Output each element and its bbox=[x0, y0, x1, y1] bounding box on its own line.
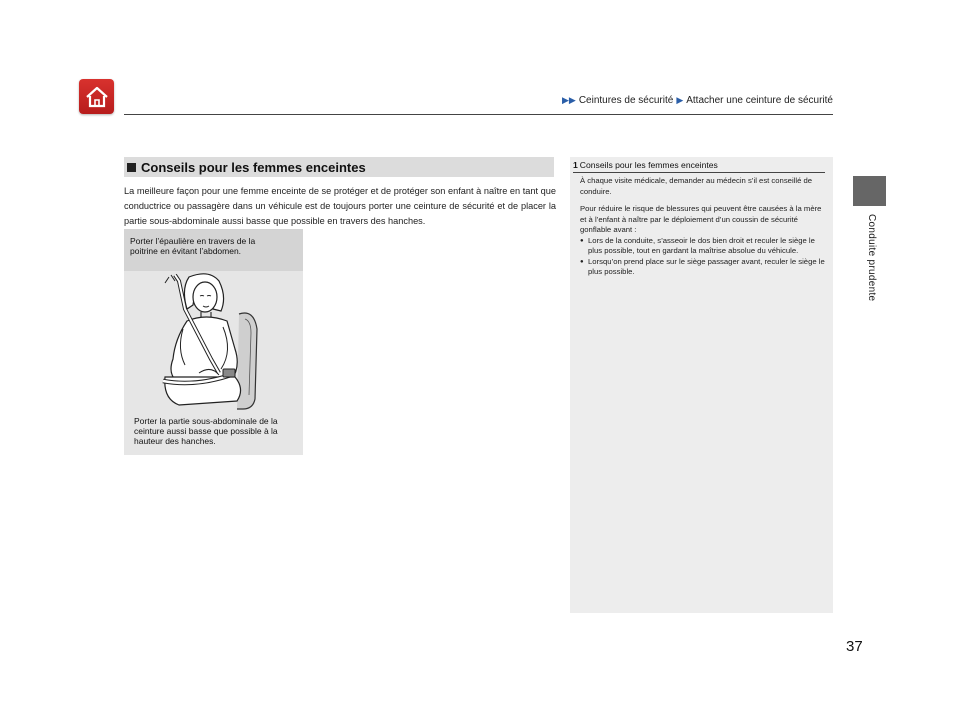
note-body bbox=[580, 176, 825, 278]
chevron-right-icon: ▶▶ bbox=[561, 95, 576, 105]
note-divider bbox=[573, 172, 825, 173]
breadcrumb-item-fastening[interactable]: Attacher une ceinture de sécurité bbox=[686, 95, 833, 106]
list-item: ● Lorsqu’on prend place sur le siège passager avant, reculer le siège le plus possible. bbox=[580, 257, 825, 278]
breadcrumb bbox=[562, 95, 833, 106]
note-header bbox=[573, 160, 718, 170]
note-paragraph-1: À chaque visite médicale, demander au médecin s’il est conseillé de conduire. bbox=[580, 176, 813, 196]
note-marker: 1 bbox=[573, 160, 578, 170]
chapter-tab-label: Conduite prudente bbox=[866, 214, 877, 302]
section-header bbox=[124, 157, 554, 177]
header-divider bbox=[124, 114, 833, 115]
breadcrumb-item-seatbelts[interactable]: Ceintures de sécurité bbox=[578, 95, 674, 106]
intro-paragraph: La meilleure façon pour une femme enceinte de se protéger et de protéger son enfant à naître en tant que conductrice ou passagère dans un véhicule est de toujours porter une ceinture de sécurité et de placer la partie sous-abdominale aussi basse que possible en travers des hanches. bbox=[124, 186, 556, 226]
callout-shoulder-belt: Porter l’épaulière en travers de la poitrine en évitant l’abdomen. bbox=[130, 236, 256, 256]
home-button[interactable] bbox=[79, 79, 114, 114]
pregnant-seatbelt-figure bbox=[124, 229, 303, 455]
callout-lap-belt: Porter la partie sous-abdominale de la ceinture aussi basse que possible à la hauteur des hanches. bbox=[134, 416, 278, 446]
section-square-icon bbox=[127, 163, 136, 172]
chapter-tab-marker[interactable] bbox=[853, 176, 886, 206]
section-title: Conseils pour les femmes enceintes bbox=[141, 159, 366, 175]
list-item: ● Lors de la conduite, s’asseoir le dos bien droit et reculer le siège le plus possible, tout en gardant la maîtrise absolue du véhicule. bbox=[580, 236, 825, 257]
note-paragraph-2: Pour réduire le risque de blessures qui peuvent être causées à la mère et à l’enfant à naître par le déploiement d’un coussin de sécurité gonflable avant : bbox=[580, 204, 822, 234]
chevron-right-icon: ▶ bbox=[676, 95, 684, 105]
note-bullet-list bbox=[580, 236, 825, 278]
home-icon bbox=[85, 86, 109, 108]
pregnant-woman-illustration bbox=[159, 269, 269, 414]
page-number: 37 bbox=[846, 638, 863, 655]
note-title: Conseils pour les femmes enceintes bbox=[579, 160, 718, 170]
side-note-panel bbox=[570, 157, 833, 613]
